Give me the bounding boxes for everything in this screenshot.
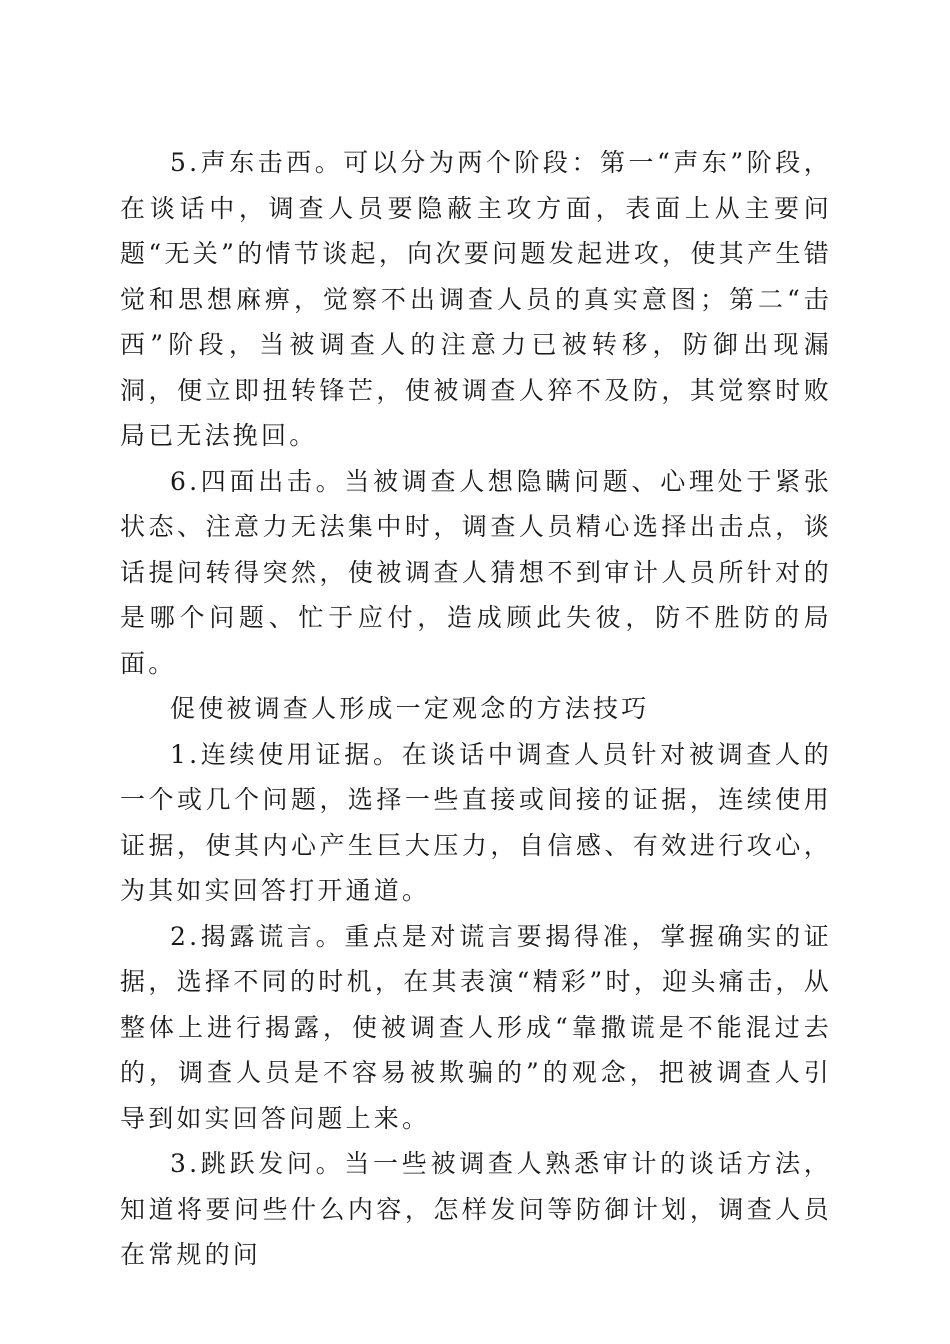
paragraph-si-mian-chu-ji: 6.四面出击。当被调查人想隐瞒问题、心理处于紧张状态、注意力无法集中时，调查人员精心选择出击点，谈话提问转得突然，使被调查人猜想不到审计人员所针对的是哪个问题、忙于应付，造成顾此失彼，防不胜防的局面。 [120, 466, 832, 678]
section-heading-methods: 促使被调查人形成一定观念的方法技巧 [170, 694, 650, 723]
paragraph-continuous-evidence: 1.连续使用证据。在谈话中调查人员针对被调查人的一个或几个问题，选择一些直接或间接的证据，连续使用证据，使其内心产生巨大压力，自信感、有效进行攻心，为其如实回答打开通道。 [120, 739, 832, 905]
paragraph-sheng-dong-ji-xi: 5.声东击西。可以分为两个阶段：第一“声东”阶段，在谈话中，调查人员要隐蔽主攻方面，表面上从主要问题“无关”的情节谈起，向次要问题发起进攻，使其产生错觉和思想麻痹，觉察不出调查人员的真实意图；第二“击西”阶段，当被调查人的注意力已被转移，防御出现漏洞，便立即扭转锋芒，使被调查人猝不及防，其觉察时败局已无法挽回。 [120, 148, 832, 450]
document-body [120, 140, 832, 1278]
paragraph-expose-lies: 2.揭露谎言。重点是对谎言要揭得准，掌握确实的证据，选择不同的时机，在其表演“精彩”时，迎头痛击，从整体上进行揭露，使被调查人形成“靠撒谎是不能混过去的，调查人员是不容易被欺骗的”的观念，把被调查人引导到如实回答问题上来。 [120, 921, 832, 1133]
paragraph-jump-questioning: 3.跳跃发问。当一些被调查人熟悉审计的谈话方法，知道将要问些什么内容，怎样发问等防御计划，调查人员在常规的问 [120, 1149, 832, 1269]
